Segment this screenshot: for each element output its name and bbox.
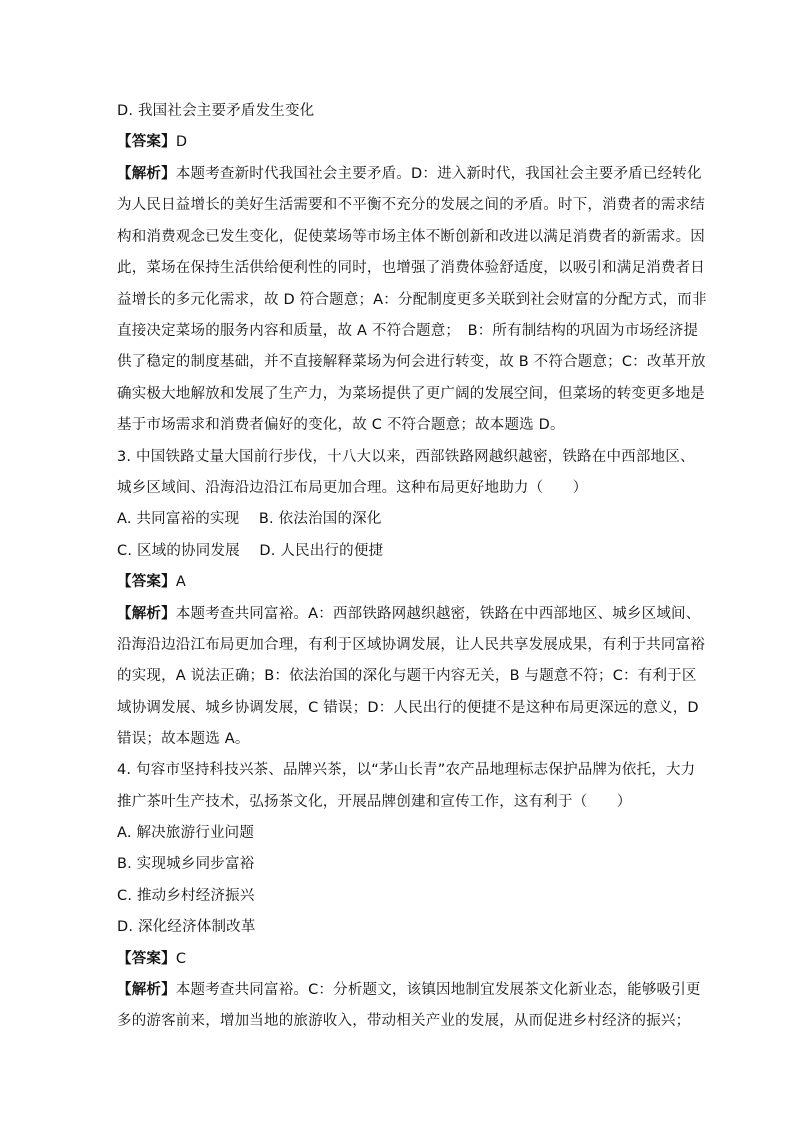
q2-answer	[117, 132, 187, 152]
q2-analysis-line: 【解析】本题考查新时代我国社会主要矛盾。D：进入新时代，我国社会主要矛盾已经转化	[117, 166, 702, 182]
q3-analysis-line: 错误；故本题选 A。	[117, 731, 250, 747]
q4-answer	[117, 949, 186, 969]
q2-analysis-line: 构和消费观念已发生变化，促使菜场等市场主体不断创新和改进以满足消费者的新需求。因	[117, 229, 705, 245]
q2-analysis-line: 确实极大地解放和发展了生产力，为菜场提供了更广阔的发展空间，但菜场的转变更多地是	[117, 386, 705, 402]
q3-options-row: A. 共同富裕的实现 B. 依法治国的深化	[117, 511, 382, 527]
q4-answer-value: C	[175, 951, 187, 967]
q3-stem-line: 城乡区域间、沿海沿边沿江布局更加合理。这种布局更好地助力（ ）	[117, 480, 588, 496]
q2-analysis-line: 为人民日益增长的美好生活需要和不平衡不充分的发展之间的矛盾。时下，消费者的需求结	[117, 197, 705, 213]
q3-analysis-label: 【解析】	[117, 606, 176, 622]
q2-answer-value: D	[175, 134, 188, 150]
q3-stem-line: 3. 中国铁路丈量大国前行步伐，十八大以来，西部铁路网越织越密，铁路在中西部地区、	[117, 449, 695, 465]
q4-option: B. 实现城乡同步富裕	[117, 856, 255, 872]
q4-option: C. 推动乡村经济振兴	[117, 888, 255, 904]
q3-answer-value: A	[175, 574, 186, 590]
q3-answer	[117, 572, 186, 592]
q3-analysis-line: 沿海沿边沿江布局更加合理，有利于区域协调发展，让人民共享发展成果，有利于共同富裕	[117, 637, 705, 653]
q3-analysis-line: 的实现，A 说法正确；B：依法治国的深化与题干内容无关，B 与题意不符；C：有利于区	[117, 668, 697, 684]
q4-stem-line: 推广茶叶生产技术，弘扬茶文化，开展品牌创建和宣传工作，这有利于（ ）	[117, 794, 632, 810]
q2-analysis-line: 此，菜场在保持生活供给便利性的同时，也增强了消费体验舒适度，以吸引和满足消费者日	[117, 260, 705, 276]
q2-answer-label: 【答案】	[117, 134, 176, 150]
q2-analysis-line: 供了稳定的制度基础，并不直接解释菜场为何会进行转变，故 B 不符合题意；C：改革开放	[117, 354, 706, 370]
q2-option-d: D. 我国社会主要矛盾发生变化	[117, 103, 315, 119]
q4-stem-line: 4. 句容市坚持科技兴茶、品牌兴茶，以“茅山长青”农产品地理标志保护品牌为依托，大力	[117, 762, 696, 778]
q2-analysis-line: 基于市场需求和消费者偏好的变化，故 C 不符合题意；故本题选 D。	[117, 417, 565, 433]
q4-answer-label: 【答案】	[117, 951, 176, 967]
q3-options-row: C. 区域的协同发展 D. 人民出行的便捷	[117, 543, 384, 559]
q4-analysis-line: 多的游客前来，增加当地的旅游收入，带动相关产业的发展，从而促进乡村经济的振兴；	[117, 1013, 691, 1029]
q3-answer-label: 【答案】	[117, 574, 176, 590]
q4-option: A. 解决旅游行业问题	[117, 825, 255, 841]
q3-analysis-line: 域协调发展、城乡协调发展，C 错误；D：人民出行的便捷不是这种布局更深远的意义，D	[117, 700, 699, 716]
q4-analysis-label: 【解析】	[117, 982, 176, 998]
q2-analysis-line: 直接决定菜场的服务内容和质量，故 A 不符合题意； B：所有制结构的巩固为市场经济提	[117, 323, 699, 339]
q4-analysis-line: 【解析】本题考查共同富裕。C：分析题文，该镇因地制宜发展茶文化新业态，能够吸引更	[117, 982, 701, 998]
q3-analysis-line: 【解析】本题考查共同富裕。A：西部铁路网越织越密，铁路在中西部地区、城乡区域间、	[117, 606, 701, 622]
q2-analysis-line: 益增长的多元化需求，故 D 符合题意；A：分配制度更多关联到社会财富的分配方式，而非	[117, 292, 707, 308]
q2-analysis-label: 【解析】	[117, 166, 176, 182]
q4-option: D. 深化经济体制改革	[117, 919, 256, 935]
